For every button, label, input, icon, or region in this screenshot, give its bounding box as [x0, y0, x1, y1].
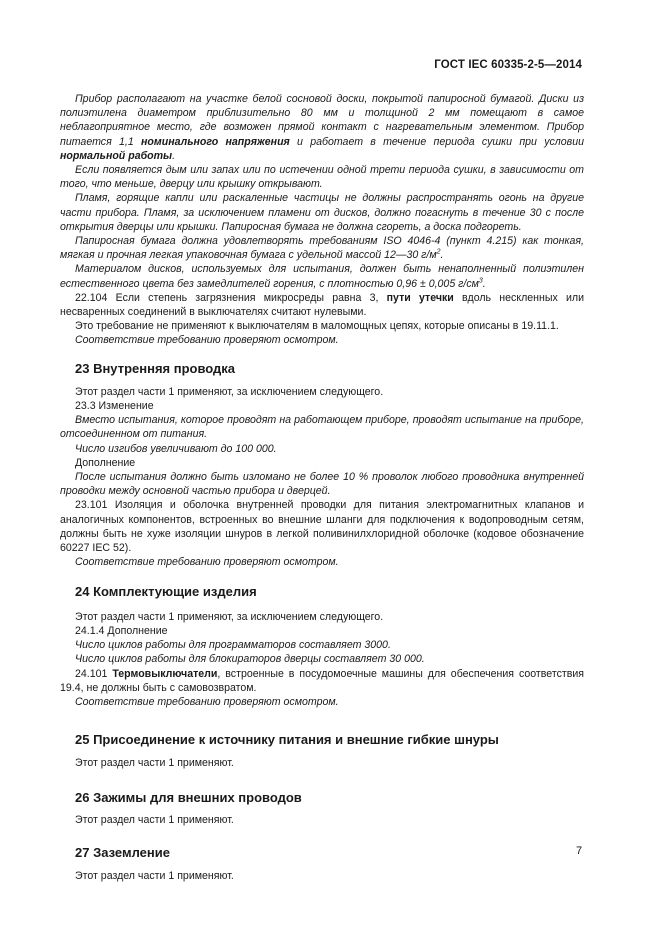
- paragraph-test-setup: [60, 92, 584, 163]
- paragraph-door-lock-cycles: Число циклов работы для блокираторов дверцы составляет 30 000.: [75, 653, 425, 666]
- defined-term: Термовыключатели: [112, 667, 218, 680]
- paragraph-compliance: Соответствие требованию проверяют осмотром.: [75, 556, 339, 569]
- clause-23-3: 23.3 Изменение: [75, 400, 154, 413]
- paragraph-instead-of-test: Вместо испытания, которое проводят на работающем приборе, проводят испытание на приборе, отсоединенном от питания.: [60, 414, 584, 441]
- clause-23-101: 23.101 Изоляция и оболочка внутренней проводки для питания электромагнитных клапанов и аналогичных компонентов, встроенных во внешние шланги для подключения к водопроводным сетям, должны быть не хуже изоляции шнуров в легкой поливинилхлоридной оболочке (кодовое обозначение 60227 IEC 52).: [60, 499, 584, 555]
- paragraph-applies: Этот раздел части 1 применяют.: [75, 813, 234, 826]
- text-run: Материалом дисков, используемых для испытания, должен быть ненаполненный полиэтилен естественного цвета без замедлителей горения, с плотностью 0,96 ± 0,005 г/см: [60, 263, 584, 290]
- defined-term: пути утечки: [386, 291, 454, 304]
- paragraph-compliance: Соответствие требованию проверяют осмотром.: [75, 334, 339, 347]
- paragraph-programmer-cycles: Число циклов работы для программаторов составляет 3000.: [75, 639, 391, 652]
- text-run: 24.101: [75, 667, 113, 680]
- text-run: .: [440, 249, 444, 262]
- paragraph-disc-material: [60, 262, 584, 290]
- superscript: 3: [478, 277, 483, 285]
- paragraph-flexing-count: Число изгибов увеличивают до 100 000.: [75, 442, 277, 455]
- text-run: Папиросная бумага должна удовлетворять требованиям ISO 4046-4 (пункт 4.215) как тонкая, мягкая и прочная легкая упаковочная бумага с удельной массой 12—30 г/м: [60, 235, 584, 262]
- page-content: [60, 92, 584, 883]
- paragraph-applies: Этот раздел части 1 применяют, за исключением следующего.: [75, 385, 384, 398]
- text-run: .: [172, 149, 176, 162]
- clause-22-104: [60, 291, 584, 319]
- section-heading-26: 26 Зажимы для внешних проводов: [75, 789, 302, 805]
- section-heading-27: 27 Заземление: [75, 844, 170, 860]
- section-heading-25: 25 Присоединение к источнику питания и внешние гибкие шнуры: [75, 732, 499, 748]
- document-code-header: ГОСТ IEC 60335-2-5—2014: [434, 59, 582, 71]
- paragraph-after-test: После испытания должно быть изломано не более 10 % проволок любого проводника внутренней проводки между основной частью прибора и дверцей.: [60, 471, 584, 498]
- paragraph-smoke: Если появляется дым или запах или по истечении одной трети периода сушки, в зависимости от того, что меньше, дверцу или крышку открывают.: [60, 164, 584, 191]
- section-heading-23: 23 Внутренняя проводка: [75, 360, 236, 376]
- text-run: вдоль нескленных или несваренных соединений в выключателях считают нулевыми.: [60, 291, 584, 319]
- page-number: 7: [576, 845, 583, 857]
- clause-24-1-4: 24.1.4 Дополнение: [75, 624, 168, 637]
- text-run: и работает в течение периода сушки при условии: [289, 135, 584, 148]
- section-heading-24: 24 Комплектующие изделия: [75, 583, 257, 599]
- paragraph-not-applied: Это требование не применяют к выключателям в маломощных цепях, которые описаны в 19.11.1.: [75, 320, 559, 333]
- paragraph-applies: Этот раздел части 1 применяют, за исключением следующего.: [75, 610, 384, 623]
- paragraph-tissue-paper: [60, 234, 584, 262]
- superscript: 2: [436, 248, 441, 256]
- paragraph-applies: Этот раздел части 1 применяют.: [75, 757, 234, 770]
- defined-term: номинального напряжения: [141, 135, 290, 148]
- clause-24-101: [60, 667, 584, 695]
- paragraph-compliance: Соответствие требованию проверяют осмотром.: [75, 695, 339, 708]
- defined-term: нормальной работы: [60, 149, 173, 162]
- paragraph-applies: Этот раздел части 1 применяют.: [75, 870, 234, 883]
- text-run: .: [482, 277, 486, 290]
- label-addition: Дополнение: [75, 456, 136, 469]
- text-run: , встроенные в посудомоечные машины для обеспечения соответствия 19.4, не должны быть с самовозвратом.: [60, 667, 584, 694]
- text-run: 22.104 Если степень загрязнения микросреды равна 3,: [75, 291, 387, 304]
- paragraph-flames: Пламя, горящие капли или раскаленные частицы не должны распространять огонь на другие части прибора. Пламя, за исключением пламени от дисков, должно погаснуть в течение 30 с после открытия дверцы или крышки. Папиросная бумага не должна сгореть, а доска подгореть.: [60, 192, 584, 233]
- text-run: Прибор располагают на участке белой сосновой доски, покрытой папиросной бумагой. Диски из полиэтилена диаметром приблизительно 80 мм и толщиной 2 мм помещают в самое неблагоприятное место, где возможен прямой контакт с нагревательным элементом. Прибор питается 1,1: [60, 93, 584, 148]
